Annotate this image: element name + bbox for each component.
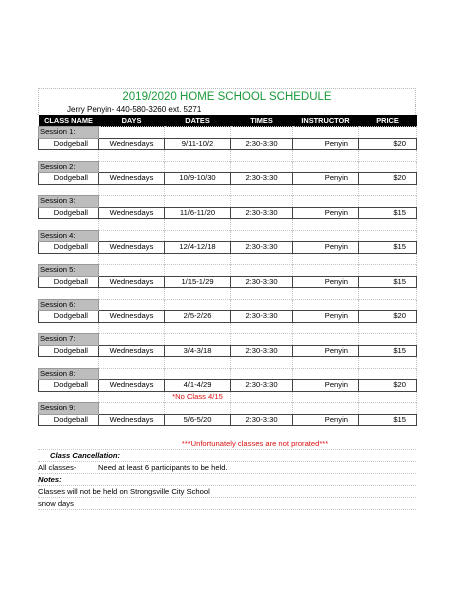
session-label: Session 2: <box>39 161 99 173</box>
empty-cell <box>231 219 293 231</box>
empty-cell <box>293 391 359 403</box>
empty-cell <box>39 357 99 369</box>
empty-cell <box>231 230 293 242</box>
empty-cell <box>99 230 165 242</box>
cell-price: $15 <box>359 207 417 219</box>
notes-text-1: Classes will not be held on Strongsville City School <box>38 487 210 496</box>
table-row <box>39 311 417 323</box>
empty-cell <box>293 196 359 208</box>
cell-dates: 5/6-5/20 <box>165 414 231 426</box>
empty-cell <box>99 357 165 369</box>
empty-cell <box>99 391 165 403</box>
cell-dates: 9/11-10/2 <box>165 138 231 150</box>
session-label-row <box>39 230 417 242</box>
empty-cell <box>293 150 359 162</box>
session-label-row <box>39 196 417 208</box>
cell-days: Wednesdays <box>99 414 165 426</box>
cell-dates: 11/6-11/20 <box>165 207 231 219</box>
col-header-instructor: INSTRUCTOR <box>293 115 359 127</box>
empty-cell <box>359 219 417 231</box>
empty-cell <box>231 196 293 208</box>
empty-cell <box>99 196 165 208</box>
cell-times: 2:30-3:30 <box>231 380 293 392</box>
schedule-body <box>39 127 417 426</box>
cell-days: Wednesdays <box>99 380 165 392</box>
cell-dates: 3/4-3/18 <box>165 345 231 357</box>
cell-instructor: Penyin <box>293 311 359 323</box>
cell-times: 2:30-3:30 <box>231 414 293 426</box>
session-label: Session 8: <box>39 368 99 380</box>
empty-cell <box>231 150 293 162</box>
empty-cell <box>293 288 359 300</box>
empty-cell <box>165 322 231 334</box>
cell-price: $15 <box>359 276 417 288</box>
empty-cell <box>293 357 359 369</box>
cell-price: $20 <box>359 311 417 323</box>
page-title: 2019/2020 HOME SCHOOL SCHEDULE <box>38 88 416 105</box>
empty-cell <box>165 253 231 265</box>
cell-instructor: Penyin <box>293 207 359 219</box>
session-label-row <box>39 368 417 380</box>
empty-cell <box>165 403 231 415</box>
empty-cell <box>359 161 417 173</box>
table-row <box>39 173 417 185</box>
empty-cell <box>165 127 231 139</box>
cell-price: $20 <box>359 173 417 185</box>
cell-days: Wednesdays <box>99 138 165 150</box>
cell-name: Dodgeball <box>39 242 99 254</box>
cell-times: 2:30-3:30 <box>231 138 293 150</box>
empty-cell <box>231 322 293 334</box>
contact-info: Jerry Penyin- 440-580-3260 ext. 5271 <box>38 105 416 115</box>
col-header-price: PRICE <box>359 115 417 127</box>
session-label: Session 7: <box>39 334 99 346</box>
empty-cell <box>359 288 417 300</box>
notes-heading-row <box>38 474 416 486</box>
cell-times: 2:30-3:30 <box>231 311 293 323</box>
empty-cell <box>99 184 165 196</box>
cell-days: Wednesdays <box>99 242 165 254</box>
cell-instructor: Penyin <box>293 276 359 288</box>
empty-cell <box>293 265 359 277</box>
cell-days: Wednesdays <box>99 345 165 357</box>
empty-cell <box>39 391 99 403</box>
proration-note: ***Unfortunately classes are not prorated*** <box>181 439 329 448</box>
header-row <box>39 115 417 127</box>
cell-instructor: Penyin <box>293 345 359 357</box>
session-label: Session 5: <box>39 265 99 277</box>
empty-cell <box>39 219 99 231</box>
empty-cell <box>165 230 231 242</box>
session-label-row <box>39 403 417 415</box>
empty-cell <box>39 288 99 300</box>
empty-cell <box>293 219 359 231</box>
empty-cell <box>231 357 293 369</box>
session-label: Session 1: <box>39 127 99 139</box>
empty-cell <box>231 288 293 300</box>
table-row <box>39 380 417 392</box>
empty-cell <box>165 334 231 346</box>
cell-name: Dodgeball <box>39 207 99 219</box>
cell-price: $20 <box>359 380 417 392</box>
spacer-row <box>39 391 417 403</box>
cancellation-label: All classes- <box>38 463 77 472</box>
session-label: Session 6: <box>39 299 99 311</box>
empty-cell <box>293 161 359 173</box>
empty-cell <box>359 230 417 242</box>
empty-cell <box>231 161 293 173</box>
empty-cell <box>293 127 359 139</box>
proration-row <box>38 438 416 450</box>
empty-cell <box>293 368 359 380</box>
cell-instructor: Penyin <box>293 242 359 254</box>
spacer-row <box>39 357 417 369</box>
empty-cell <box>359 196 417 208</box>
empty-cell <box>99 265 165 277</box>
notes-line-1 <box>38 486 416 498</box>
schedule-table <box>38 115 417 426</box>
session-label: Session 9: <box>39 403 99 415</box>
empty-cell <box>165 288 231 300</box>
cell-times: 2:30-3:30 <box>231 276 293 288</box>
empty-cell <box>165 196 231 208</box>
table-row <box>39 207 417 219</box>
empty-cell <box>99 150 165 162</box>
cell-name: Dodgeball <box>39 173 99 185</box>
cell-days: Wednesdays <box>99 311 165 323</box>
empty-cell <box>359 299 417 311</box>
cell-days: Wednesdays <box>99 173 165 185</box>
cell-instructor: Penyin <box>293 380 359 392</box>
empty-cell <box>359 322 417 334</box>
cancellation-text: Need at least 6 participants to be held. <box>98 463 228 472</box>
empty-cell <box>231 334 293 346</box>
empty-cell <box>359 368 417 380</box>
spacer-row <box>39 322 417 334</box>
session-note: *No Class 4/15 <box>165 391 231 403</box>
cell-times: 2:30-3:30 <box>231 173 293 185</box>
empty-cell <box>39 322 99 334</box>
empty-cell <box>231 403 293 415</box>
cell-name: Dodgeball <box>39 414 99 426</box>
empty-cell <box>293 253 359 265</box>
cell-name: Dodgeball <box>39 345 99 357</box>
empty-cell <box>39 150 99 162</box>
empty-cell <box>99 288 165 300</box>
empty-cell <box>359 357 417 369</box>
empty-cell <box>359 150 417 162</box>
empty-cell <box>359 253 417 265</box>
cell-instructor: Penyin <box>293 414 359 426</box>
spacer-row <box>39 219 417 231</box>
empty-cell <box>359 391 417 403</box>
empty-cell <box>99 403 165 415</box>
cell-dates: 1/15-1/29 <box>165 276 231 288</box>
cell-name: Dodgeball <box>39 380 99 392</box>
empty-cell <box>359 334 417 346</box>
empty-cell <box>99 127 165 139</box>
cell-price: $15 <box>359 345 417 357</box>
table-row <box>39 345 417 357</box>
spacer-row <box>39 150 417 162</box>
empty-cell <box>293 184 359 196</box>
session-label: Session 4: <box>39 230 99 242</box>
session-label: Session 3: <box>39 196 99 208</box>
spacer-row <box>39 288 417 300</box>
cell-price: $20 <box>359 138 417 150</box>
empty-cell <box>231 299 293 311</box>
empty-cell <box>293 403 359 415</box>
empty-cell <box>39 184 99 196</box>
cancellation-heading: Class Cancellation: <box>50 451 121 460</box>
cell-name: Dodgeball <box>39 138 99 150</box>
cell-days: Wednesdays <box>99 207 165 219</box>
empty-cell <box>231 184 293 196</box>
session-label-row <box>39 127 417 139</box>
cell-instructor: Penyin <box>293 173 359 185</box>
footer-notes <box>38 438 416 510</box>
cell-name: Dodgeball <box>39 311 99 323</box>
col-header-times: TIMES <box>231 115 293 127</box>
cell-price: $15 <box>359 242 417 254</box>
cell-dates: 4/1-4/29 <box>165 380 231 392</box>
empty-cell <box>99 299 165 311</box>
cancellation-row <box>38 462 416 474</box>
empty-cell <box>165 150 231 162</box>
empty-cell <box>165 219 231 231</box>
col-header-class-name: CLASS NAME <box>39 115 99 127</box>
empty-cell <box>99 334 165 346</box>
empty-cell <box>99 253 165 265</box>
session-label-row <box>39 334 417 346</box>
cell-days: Wednesdays <box>99 276 165 288</box>
cell-times: 2:30-3:30 <box>231 242 293 254</box>
empty-cell <box>99 368 165 380</box>
empty-cell <box>231 127 293 139</box>
empty-cell <box>293 230 359 242</box>
cell-dates: 10/9-10/30 <box>165 173 231 185</box>
table-row <box>39 276 417 288</box>
spacer-row <box>39 184 417 196</box>
notes-heading: Notes: <box>38 475 62 484</box>
session-label-row <box>39 161 417 173</box>
empty-cell <box>39 253 99 265</box>
notes-line-2 <box>38 498 416 510</box>
cell-name: Dodgeball <box>39 276 99 288</box>
empty-cell <box>99 322 165 334</box>
empty-cell <box>293 299 359 311</box>
empty-cell <box>165 357 231 369</box>
cell-dates: 2/5-2/26 <box>165 311 231 323</box>
empty-cell <box>231 253 293 265</box>
cell-times: 2:30-3:30 <box>231 345 293 357</box>
col-header-dates: DATES <box>165 115 231 127</box>
empty-cell <box>359 184 417 196</box>
empty-cell <box>99 161 165 173</box>
cell-times: 2:30-3:30 <box>231 207 293 219</box>
spacer-row <box>39 253 417 265</box>
empty-cell <box>231 391 293 403</box>
empty-cell <box>165 265 231 277</box>
table-row <box>39 242 417 254</box>
table-row <box>39 414 417 426</box>
schedule-sheet <box>38 88 416 426</box>
empty-cell <box>293 334 359 346</box>
empty-cell <box>165 368 231 380</box>
empty-cell <box>359 127 417 139</box>
empty-cell <box>231 368 293 380</box>
notes-text-2: snow days <box>38 499 74 508</box>
cell-dates: 12/4-12/18 <box>165 242 231 254</box>
cancellation-heading-row <box>38 450 416 462</box>
table-row <box>39 138 417 150</box>
cell-price: $15 <box>359 414 417 426</box>
session-label-row <box>39 265 417 277</box>
empty-cell <box>99 219 165 231</box>
empty-cell <box>293 322 359 334</box>
empty-cell <box>359 403 417 415</box>
empty-cell <box>165 299 231 311</box>
empty-cell <box>359 265 417 277</box>
empty-cell <box>165 161 231 173</box>
empty-cell <box>231 265 293 277</box>
cell-instructor: Penyin <box>293 138 359 150</box>
col-header-days: DAYS <box>99 115 165 127</box>
session-label-row <box>39 299 417 311</box>
empty-cell <box>165 184 231 196</box>
